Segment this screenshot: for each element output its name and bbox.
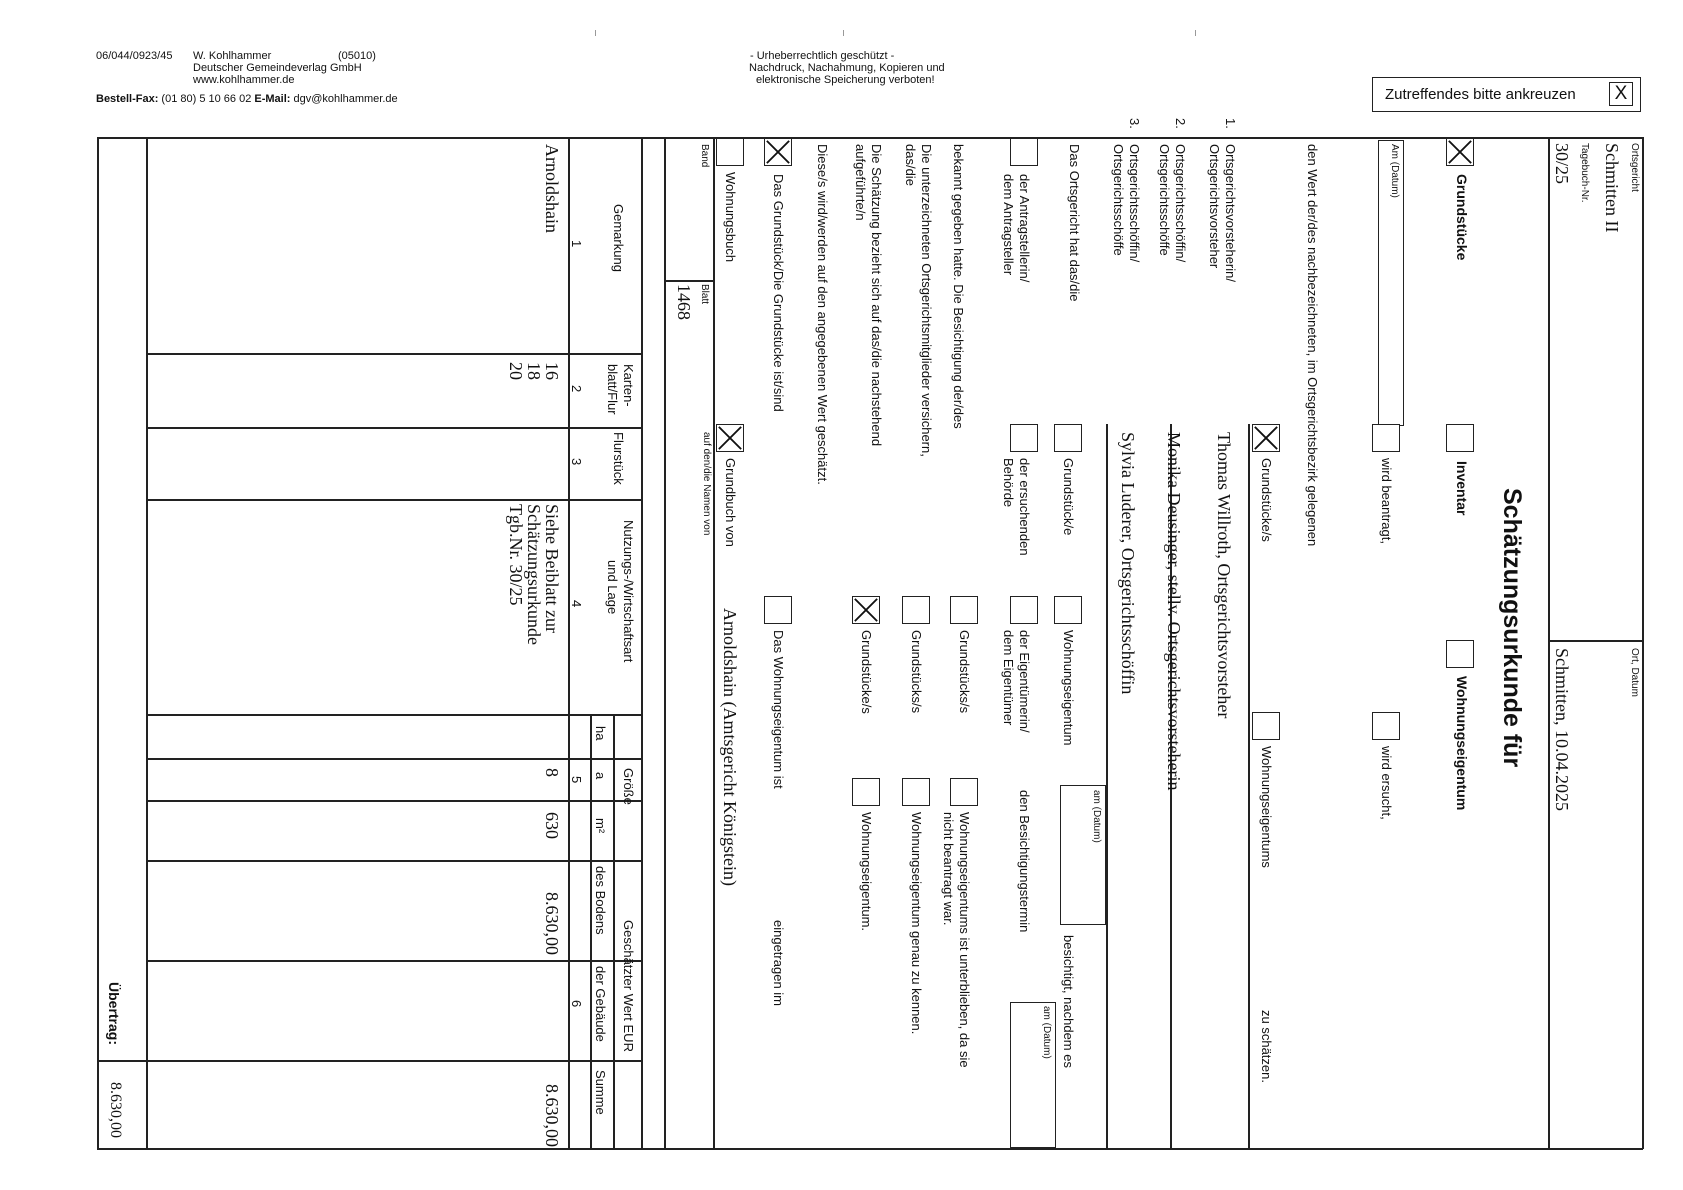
- member-2-role-a: Ortsgerichtsschöffin/: [1173, 144, 1188, 263]
- option-wohnungseigentum-label: Wohnungseigentum: [1454, 676, 1470, 811]
- publisher-company: Deutscher Gemeindeverlag GmbH: [193, 62, 362, 74]
- col-wert-summe: Summe: [593, 1070, 608, 1115]
- check-hint-text: Zutreffendes bitte ankreuzen: [1385, 86, 1576, 103]
- cell-nutzung-3: Tgb.Nr. 30/25: [506, 504, 526, 606]
- member-2-name: Monika Deusinger, stellv. Ortsgerichtsvorsteherin: [1164, 432, 1184, 791]
- uebertrag-label: Übertrag:: [106, 982, 122, 1046]
- zu-schaetzen: zu schätzen.: [1259, 1010, 1274, 1083]
- col-groesse-header: Größe: [621, 768, 636, 805]
- col-number-4: 4: [569, 600, 584, 608]
- cell-wert-boden: 8.630,00: [542, 892, 562, 955]
- form-title: Schätzungsurkunde für: [1498, 488, 1526, 768]
- member-3-role-b: Ortsgerichtsschöffe: [1111, 144, 1126, 256]
- og-grundstuecke-checkbox[interactable]: [1054, 424, 1082, 452]
- col-wert-gebaeude: der Gebäude: [593, 966, 608, 1042]
- col-number-5: 5: [569, 776, 584, 784]
- bez-wohnungseigentum-checkbox[interactable]: [852, 778, 880, 806]
- order-contact: Bestell-Fax: (01 80) 5 10 66 02 E-Mail: dgv@kohlhammer.de: [96, 93, 398, 105]
- og-grundstuecke-label: Grundstück/e: [1061, 458, 1076, 536]
- place-date-label: Ort, Datum: [1629, 648, 1640, 697]
- col-nutzung-header-b: und Lage: [605, 560, 620, 615]
- ver-wohnungseigentum-checkbox[interactable]: [902, 778, 930, 806]
- wohn-ist-checkbox[interactable]: [764, 596, 792, 624]
- cell-wert-summe: 8.630,00: [542, 1084, 562, 1147]
- check-hint-mark: X: [1609, 82, 1633, 106]
- og-hat-text: Das Ortsgericht hat das/die: [1067, 144, 1082, 302]
- bekannt-text: bekannt gegeben hatte. Die Besichtigung der/des: [951, 144, 966, 429]
- grundstuecks-label: Grundstücke/s: [1259, 458, 1274, 542]
- option-inventar-checkbox[interactable]: [1446, 424, 1474, 452]
- antragsteller-a: der Antragstellerin/: [1017, 174, 1032, 283]
- cell-nutzung-2: Schätzungsurkunde: [524, 504, 544, 645]
- ersuchende-a: der ersuchenden: [1017, 458, 1032, 556]
- cell-kartenblatt-2: 18: [524, 362, 544, 380]
- publisher-web: www.kohlhammer.de: [193, 74, 295, 86]
- col-number-6: 6: [569, 1000, 584, 1008]
- eingetragen-text: eingetragen im: [771, 920, 786, 1006]
- col-groesse-a: a: [593, 772, 608, 780]
- blatt-label: Blatt: [699, 284, 710, 305]
- antragsteller-checkbox[interactable]: [1010, 138, 1038, 166]
- bez-grundstuecks-checkbox[interactable]: [852, 596, 880, 624]
- member-2-number: 2.: [1173, 118, 1188, 129]
- publisher-code: (05010): [338, 50, 376, 62]
- namen-label: auf den/die Namen von: [701, 432, 712, 536]
- member-2-role-b: Ortsgerichtsschöffe: [1157, 144, 1172, 256]
- eigentuemer-b: dem Eigentümer: [1001, 630, 1016, 726]
- cell-kartenblatt-3: 20: [506, 362, 526, 380]
- termin-am-datum-label: am (Datum): [1041, 1006, 1052, 1059]
- am-datum-label: Am (Datum): [1389, 144, 1400, 198]
- cell-gemarkung: Arnoldshain: [542, 144, 562, 233]
- den-termin-text: den Besichtigungstermin: [1017, 790, 1032, 933]
- col-number-1: 1: [569, 240, 584, 248]
- col-nutzung-header-a: Nutzungs-/Wirtschaftsart: [621, 520, 636, 663]
- grund-ist-label: Das Grundstück/Die Grundstücke ist/sind: [771, 174, 786, 412]
- copyright-line-1: - Urheberrechtlich geschützt -: [750, 50, 895, 62]
- member-3-number: 3.: [1127, 118, 1142, 129]
- ver-grundstuecks-label: Grundstücks/s: [909, 630, 924, 714]
- col-gemarkung-header: Gemarkung: [611, 204, 626, 272]
- ver-wohnungseigentum-label: Wohnungseigentum genau zu kennen.: [909, 812, 924, 1035]
- cell-groesse-a: 8: [542, 768, 562, 777]
- wird-beantragt-checkbox[interactable]: [1372, 424, 1400, 452]
- besichtigt-text: besichtigt, nachdem es: [1061, 935, 1076, 1068]
- cell-kartenblatt-1: 16: [542, 362, 562, 380]
- bez-wohnungseigentum-label: Wohnungseigentum.: [859, 812, 874, 932]
- option-grundstuecke-label: Grundstücke: [1454, 174, 1470, 261]
- journal-value: 30/25: [1552, 143, 1572, 185]
- copyright-line-3: elektronische Speicherung verboten!: [756, 74, 935, 86]
- blatt-value: 1468: [674, 284, 694, 320]
- geschaetzt-text: Diese/s wird/werden auf den angegebenen Wert geschätzt.: [815, 144, 830, 485]
- og-wohnungseigentum-checkbox[interactable]: [1054, 596, 1082, 624]
- cell-nutzung-1: Siehe Beiblatt zur: [542, 504, 562, 633]
- option-grundstuecke-checkbox[interactable]: [1446, 138, 1474, 166]
- journal-label: Tagebuch-Nr.: [1579, 143, 1590, 203]
- wohnungseigentums-label: Wohnungseigentums: [1259, 746, 1274, 868]
- grundbuch-label: Grundbuch von: [723, 458, 738, 547]
- grund-ist-checkbox[interactable]: [764, 138, 792, 166]
- member-1-role-a: Ortsgerichtsvorsteherin/: [1223, 144, 1238, 282]
- og-wohnungseigentum-label: Wohnungseigentum: [1061, 630, 1076, 746]
- bes-grundstuecks-checkbox[interactable]: [950, 596, 978, 624]
- col-kartenblatt-header-a: Karten-: [621, 364, 636, 407]
- antragsteller-b: dem Antragsteller: [1001, 174, 1016, 276]
- bes-unterblieben-a: Wohnungseigentums ist unterblieben, da sie: [957, 812, 972, 1068]
- versichern-b: das/die: [903, 144, 918, 186]
- col-kartenblatt-header-b: blatt/Flur: [605, 364, 620, 415]
- ver-grundstuecks-checkbox[interactable]: [902, 596, 930, 624]
- ersuchende-b: Behörde: [1001, 458, 1016, 508]
- col-number-3: 3: [569, 458, 584, 466]
- wohnungsbuch-label: Wohnungsbuch: [723, 172, 738, 263]
- ersuchende-checkbox[interactable]: [1010, 424, 1038, 452]
- court-value: Schmitten II: [1602, 143, 1622, 233]
- bezieht-a: Die Schätzung bezieht sich auf das/die nachstehend: [869, 144, 884, 447]
- option-inventar-label: Inventar: [1454, 461, 1470, 516]
- member-1-name: Thomas Willroth, Ortsgerichtsvorsteher: [1214, 432, 1234, 719]
- wird-ersucht-label: wird ersucht,: [1379, 746, 1394, 820]
- bes-grundstuecks-label: Grundstücks/s: [957, 630, 972, 714]
- cell-groesse-m2: 630: [542, 812, 562, 839]
- col-flurstueck-header: Flurstück: [611, 432, 626, 485]
- col-groesse-ha: ha: [593, 726, 608, 741]
- bez-grundstuecks-label: Grundstücke/s: [859, 630, 874, 714]
- bes-unterblieben-b: nicht beantragt war.: [941, 812, 956, 926]
- bezieht-b: aufgeführte/n: [853, 144, 868, 221]
- option-wohnungseigentum-checkbox[interactable]: [1446, 640, 1474, 668]
- eigentuemer-checkbox[interactable]: [1010, 596, 1038, 624]
- col-wert-boden: des Bodens: [593, 866, 608, 935]
- bes-wohnungseigentum-checkbox[interactable]: [950, 778, 978, 806]
- wird-ersucht-checkbox[interactable]: [1372, 712, 1400, 740]
- wohnungsbuch-checkbox[interactable]: [716, 138, 744, 166]
- court-label: Ortsgericht: [1629, 143, 1640, 192]
- publisher-name: W. Kohlhammer: [193, 50, 272, 62]
- col-groesse-m2: m²: [593, 818, 608, 834]
- place-date-value: Schmitten, 10.04.2025: [1552, 648, 1572, 811]
- versichern-a: Die unterzeichneten Ortsgerichtsmitglieder versichern,: [919, 144, 934, 457]
- grundbuch-checkbox[interactable]: [716, 424, 744, 452]
- band-label: Band: [699, 144, 710, 168]
- member-3-role-a: Ortsgerichtsschöffin/: [1127, 144, 1142, 263]
- member-1-number: 1.: [1223, 118, 1238, 129]
- copyright-line-2: Nachdruck, Nachahmung, Kopieren und: [749, 62, 945, 74]
- wohnungseigentums-checkbox[interactable]: [1252, 712, 1280, 740]
- eigentuemer-a: der Eigentümerin/: [1017, 630, 1032, 733]
- og-am-datum-label: am (Datum): [1091, 790, 1102, 843]
- order-number: 06/044/0923/45: [96, 50, 173, 62]
- uebertrag-value: 8.630,00: [107, 1082, 124, 1138]
- col-wert-header: Geschätzter Wert EUR: [621, 920, 636, 1052]
- grundstuecks-checkbox[interactable]: [1252, 424, 1280, 452]
- member-3-name: Sylvia Luderer, Ortsgerichtsschöffin: [1118, 432, 1138, 695]
- wert-text: den Wert der/des nachbezeichneten, im Ortsgerichtsbezirk gelegenen: [1305, 144, 1320, 547]
- wird-beantragt-label: wird beantragt,: [1379, 458, 1394, 544]
- grundbuch-value: Arnoldshain (Amtsgericht Königstein): [720, 608, 740, 886]
- wohn-ist-label: Das Wohnungseigentum ist: [771, 630, 786, 789]
- member-1-role-b: Ortsgerichtsvorsteher: [1207, 144, 1222, 269]
- check-hint-box: [1372, 77, 1641, 112]
- col-number-2: 2: [569, 385, 584, 393]
